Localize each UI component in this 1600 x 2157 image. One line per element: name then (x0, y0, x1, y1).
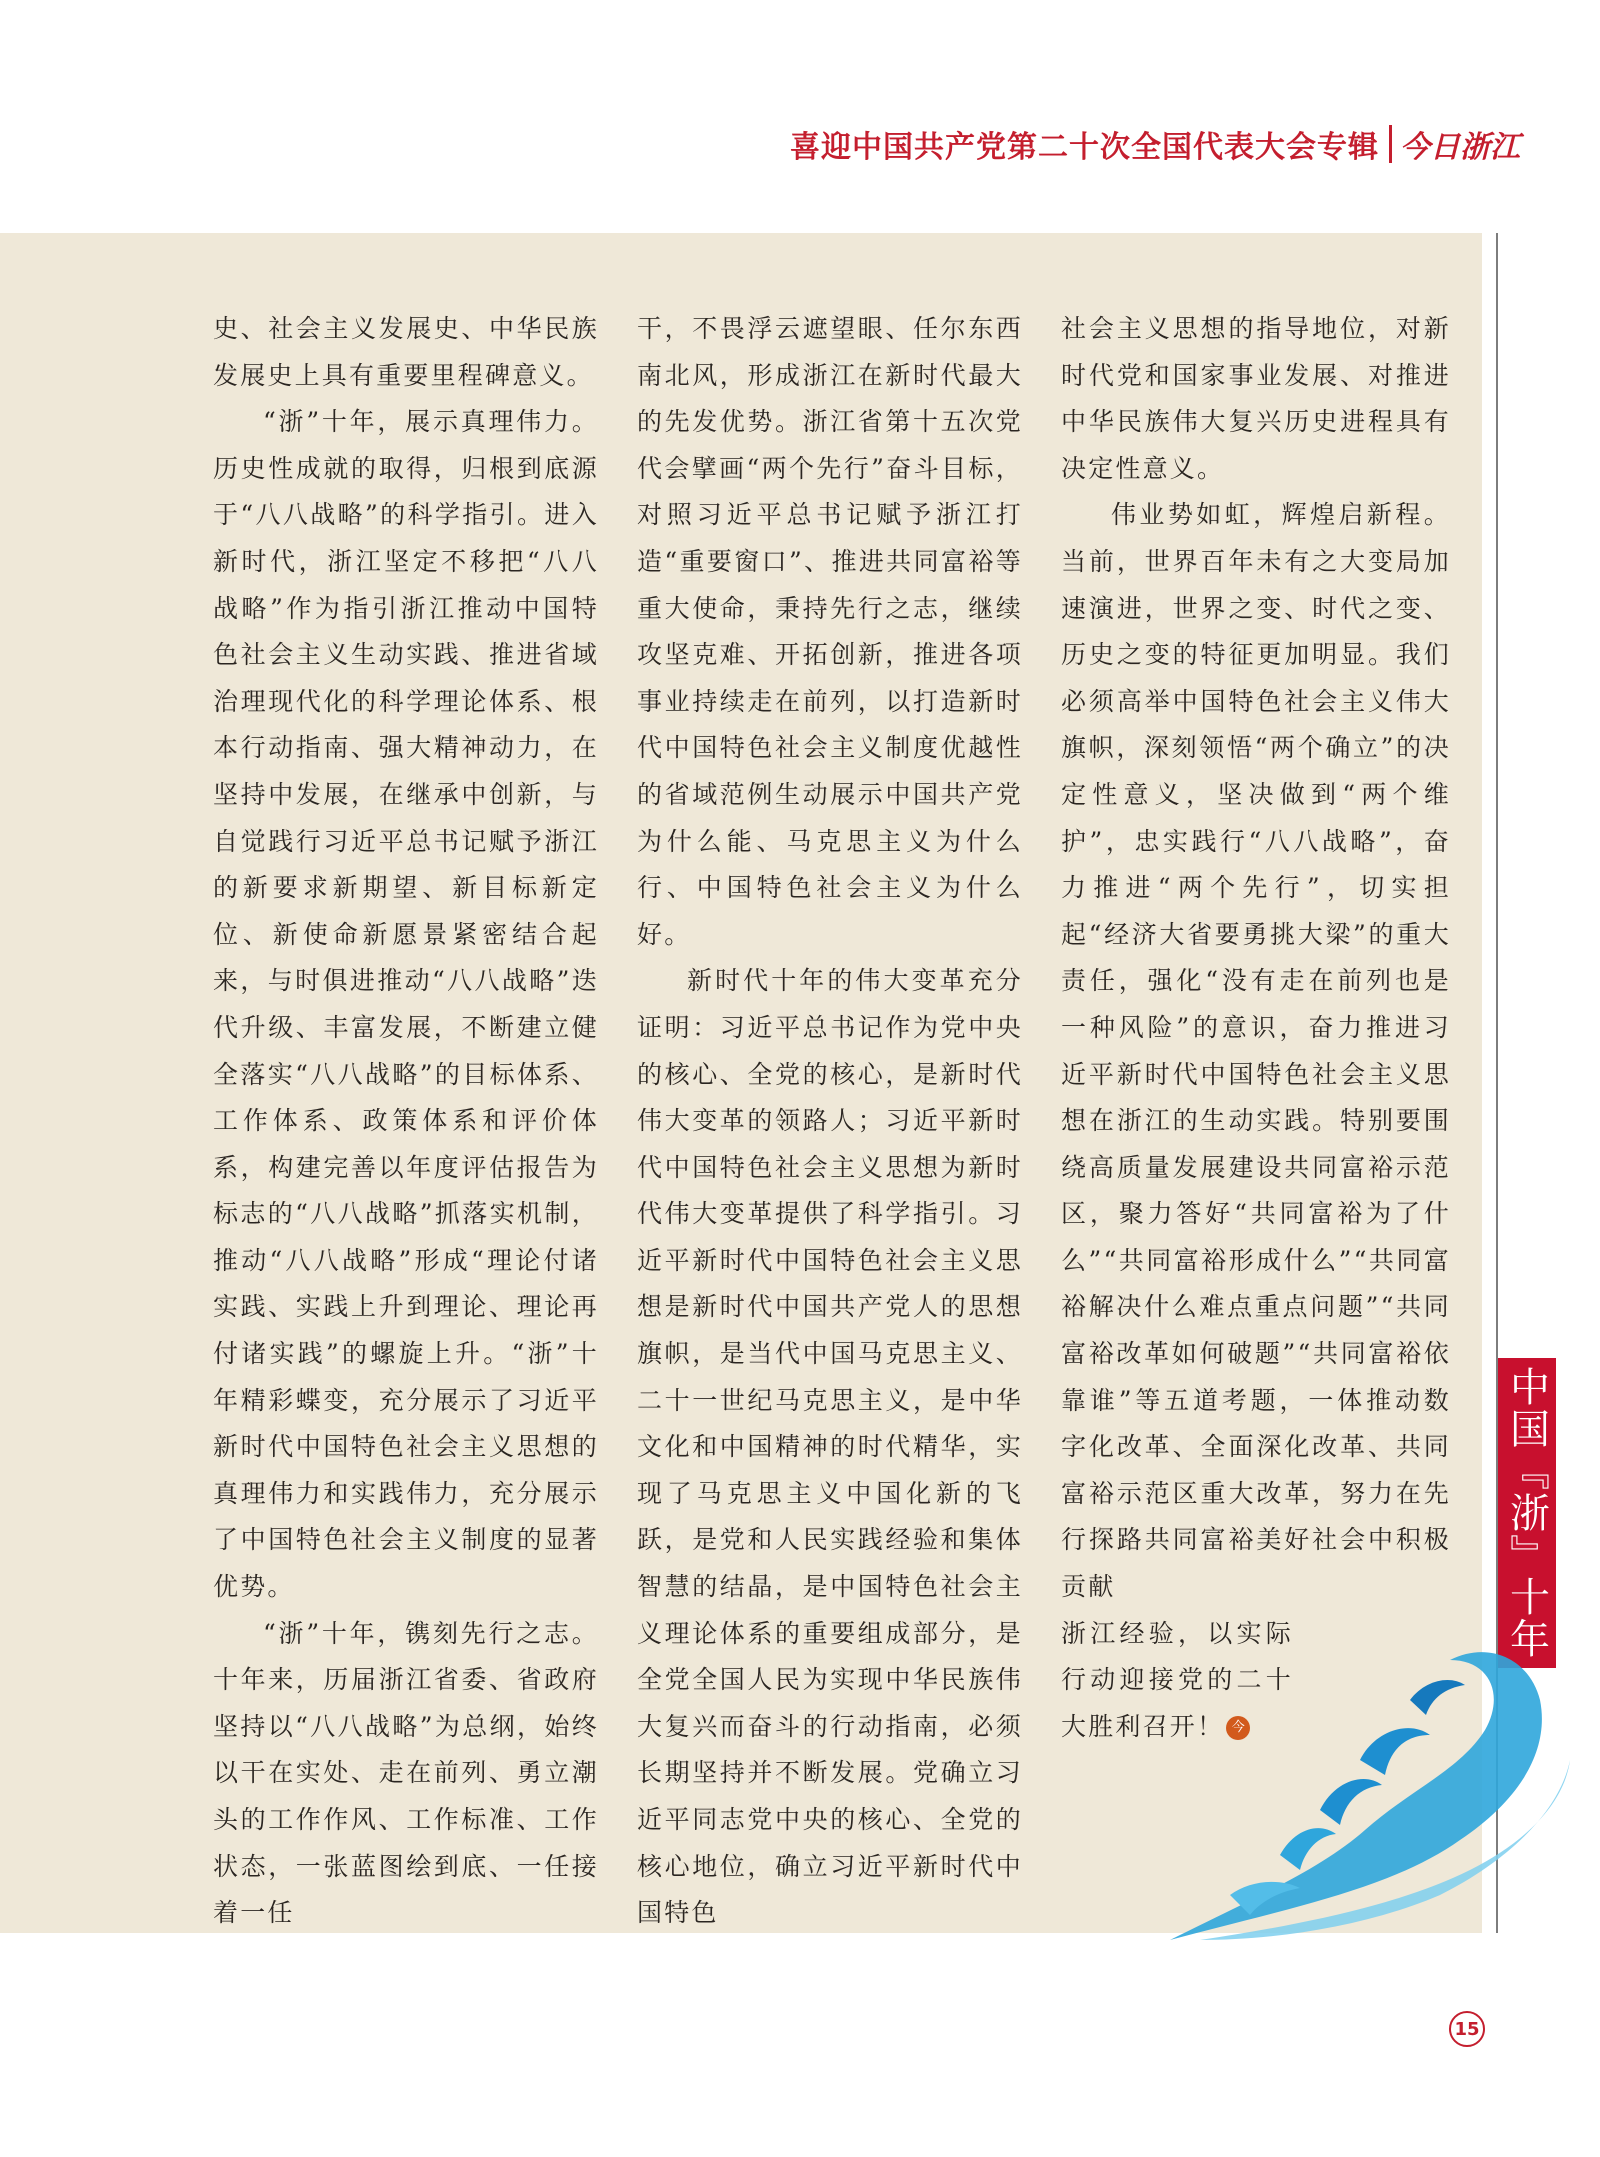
closing-text: 浙江经验，以实际行动迎接党的二十大胜利召开！ (1061, 1618, 1293, 1741)
magazine-logo: 今日浙江 (1400, 130, 1520, 165)
running-header (700, 118, 1520, 170)
paragraph: 新时代十年的伟大变革充分证明：习近平总书记作为党中央的核心、全党的核心，是新时代伟大变革的领路人；习近平新时代中国特色社会主义思想为新时代伟大变革提供了科学指引。习近平新时代中国特色社会主义思想是新时代中国共产党人的思想旗帜，是当代中国马克思主义、二十一世纪马克思主义，是中华文化和中国精神的时代精华，实现了马克思主义中国化新的飞跃，是党和人民实践经验和集体智慧的结晶，是中国特色社会主义理论体系的重要组成部分，是全党全国人民为实现中华民族伟大复兴而奋斗的行动指南，必须长期坚持并不断发展。党确立习近平同志党中央的核心、全党的核心地位，确立习近平新时代中国特色 (637, 966, 1023, 1928)
paragraph: “浙”十年，镌刻先行之志。十年来，历届浙江省委、省政府坚持以“八八战略”为总纲，始终以干在实处、走在前列、勇立潮头的工作作风、工作标准、工作状态，一张蓝图绘到底、一任接着一任 (213, 1618, 599, 1928)
article-column-2 (637, 306, 1023, 1937)
end-mark-icon: 今 (1226, 1716, 1250, 1740)
article-column-1 (213, 306, 599, 1937)
section-side-tab (1498, 1358, 1556, 1668)
paragraph: 史、社会主义发展史、中华民族发展史上具有重要里程碑意义。 (213, 314, 599, 390)
paragraph: “浙”十年，展示真理伟力。历史性成就的取得，归根到底源于“八八战略”的科学指引。进入新时代，浙江坚定不移把“八八战略”作为指引浙江推动中国特色社会主义生动实践、推进省域治理现代化的科学理论体系、根本行动指南、强大精神动力，在坚持中发展，在继承中创新，与自觉践行习近平总书记赋予浙江的新要求新期望、新目标新定位、新使命新愿景紧密结合起来，与时俱进推动“八八战略”迭代升级、丰富发展，不断建立健全落实“八八战略”的目标体系、工作体系、政策体系和评价体系，构建完善以年度评估报告为标志的“八八战略”抓落实机制，推动“八八战略”形成“理论付诸实践、实践上升到理论、理论再付诸实践”的螺旋上升。“浙”十年精彩蝶变，充分展示了习近平新时代中国特色社会主义思想的真理伟力和实践伟力，充分展示了中国特色社会主义制度的显著优势。 (213, 407, 599, 1602)
article-column-3 (1061, 306, 1451, 1750)
paragraph: 伟业势如虹，辉煌启新程。当前，世界百年未有之大变局加速演进，世界之变、时代之变、历史之变的特征更加明显。我们必须高举中国特色社会主义伟大旗帜，深刻领悟“两个确立”的决定性意义，坚决做到“两个维护”，忠实践行“八八战略”，奋力推进“两个先行”，切实担起“经济大省要勇挑大梁”的重大责任，强化“没有走在前列也是一种风险”的意识，奋力推进习近平新时代中国特色社会主义思想在浙江的生动实践。特别要围绕高质量发展建设共同富裕示范区，聚力答好“共同富裕为了什么”“共同富裕形成什么”“共同富裕解决什么难点重点问题”“共同富裕改革如何破题”“共同富裕依靠谁”等五道考题，一体推动数字化改革、全面深化改革、共同富裕示范区重大改革，努力在先行探路共同富裕美好社会中积极贡献 (1061, 500, 1451, 1602)
wave-illustration-icon (1160, 1640, 1580, 1960)
header-divider (1389, 125, 1392, 163)
page-number: 15 (1449, 2011, 1485, 2047)
paragraph: 干，不畏浮云遮望眼、任尔东西南北风，形成浙江在新时代最大的先发优势。浙江省第十五次党代会擘画“两个先行”奋斗目标，对照习近平总书记赋予浙江打造“重要窗口”、推进共同富裕等重大使命，秉持先行之志，继续攻坚克难、开拓创新，推进各项事业持续走在前列，以打造新时代中国特色社会主义制度优越性的省域范例生动展示中国共产党为什么能、马克思主义为什么行、中国特色社会主义为什么好。 (637, 314, 1023, 949)
paragraph: 社会主义思想的指导地位，对新时代党和国家事业发展、对推进中华民族伟大复兴历史进程具有决定性意义。 (1061, 314, 1451, 483)
header-title: 喜迎中国共产党第二十次全国代表大会专辑 (790, 130, 1379, 165)
section-tab-label: 中国『浙』十年 (1503, 1366, 1550, 1660)
